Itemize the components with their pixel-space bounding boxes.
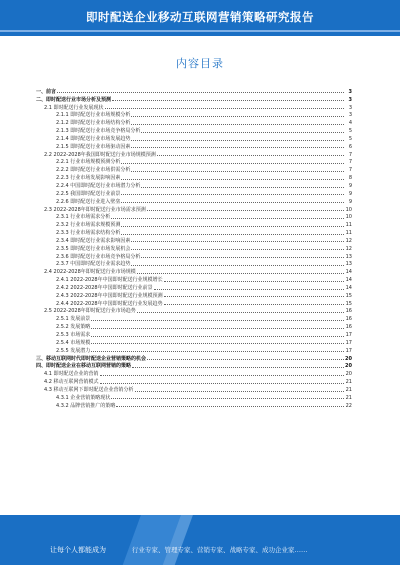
toc-heading: 内容目录 bbox=[176, 57, 224, 70]
toc-entry-label: 三、移动互联网时代即时配送企业营销策略的机会 bbox=[36, 355, 147, 362]
toc-entry-page: 16 bbox=[345, 308, 352, 315]
toc-entry[interactable] bbox=[36, 362, 352, 370]
toc-leader-dots bbox=[91, 319, 344, 321]
toc-entry-page: 9 bbox=[348, 190, 352, 197]
toc-leader-dots bbox=[131, 240, 344, 242]
toc-entry-label: 2.5.1 发展前景 bbox=[36, 316, 90, 322]
report-footer bbox=[0, 515, 400, 565]
toc-entry-page: 17 bbox=[345, 347, 352, 354]
toc-entry[interactable] bbox=[36, 150, 352, 158]
toc-entry[interactable] bbox=[36, 158, 352, 166]
toc-entry-label: 2.5.5 发展潜力 bbox=[36, 348, 90, 354]
toc-entry-label: 2.2.3 行业市场发展影响因素 bbox=[36, 175, 120, 181]
toc-entry[interactable] bbox=[36, 134, 352, 142]
report-title: 即时配送企业移动互联网营销策略研究报告 bbox=[86, 10, 314, 24]
toc-leader-dots bbox=[132, 366, 344, 368]
toc-entry-label: 2.3 2022-2028年即时配送行业市场需求预测 bbox=[36, 207, 146, 213]
toc-entry-label: 2.3.4 即时配送行业需求影响因素 bbox=[36, 238, 130, 244]
toc-leader-dots bbox=[164, 303, 344, 305]
toc-leader-dots bbox=[121, 178, 344, 180]
toc-leader-dots bbox=[137, 272, 344, 274]
toc-entry-page: 16 bbox=[345, 316, 352, 323]
toc-entry[interactable] bbox=[36, 181, 352, 189]
toc-entry-label: 2.3.6 即时配送行业市场竞争格局分析 bbox=[36, 254, 140, 260]
toc-entry-page: 9 bbox=[348, 182, 352, 189]
toc-entry-label: 2.5.2 发展策略 bbox=[36, 324, 90, 330]
toc-entry-label: 2.5.4 市场规模 bbox=[36, 340, 90, 346]
toc-leader-dots bbox=[131, 139, 344, 141]
toc-entry[interactable] bbox=[36, 244, 352, 252]
toc-entry-page: 17 bbox=[345, 339, 352, 346]
toc-entry-label: 2.1.5 即时配送行业市场驱动因素 bbox=[36, 144, 130, 150]
toc-entry-page: 3 bbox=[348, 96, 352, 103]
toc-entry-label: 二、即时配送行业市场分析及预测 bbox=[36, 96, 112, 103]
toc-entry[interactable] bbox=[36, 111, 352, 119]
toc-entry-page: 14 bbox=[345, 284, 352, 291]
toc-entry[interactable] bbox=[36, 377, 352, 385]
toc-entry[interactable] bbox=[36, 338, 352, 346]
toc-leader-dots bbox=[164, 295, 344, 297]
toc-entry-label: 2.1 即时配送行业发展现状 bbox=[36, 105, 104, 111]
toc-entry[interactable] bbox=[36, 205, 352, 213]
toc-leader-dots bbox=[141, 256, 344, 258]
toc-entry-label: 2.2.5 我国即时配送行业前景 bbox=[36, 191, 120, 197]
toc-entry-page: 20 bbox=[345, 363, 352, 370]
toc-entry[interactable] bbox=[36, 213, 352, 221]
toc-entry-page: 10 bbox=[345, 206, 352, 213]
toc-leader-dots bbox=[121, 193, 344, 195]
toc-leader-dots bbox=[91, 342, 344, 344]
toc-entry-page: 13 bbox=[345, 253, 352, 260]
toc-entry-page: 5 bbox=[348, 128, 352, 135]
toc-entry-label: 2.3.5 即时配送行业市场发展机会 bbox=[36, 246, 130, 252]
toc-entry-page: 10 bbox=[345, 214, 352, 221]
toc-entry-page: 16 bbox=[345, 324, 352, 331]
toc-entry[interactable] bbox=[36, 197, 352, 205]
toc-entry[interactable] bbox=[36, 291, 352, 299]
toc-leader-dots bbox=[105, 107, 344, 109]
toc-leader-dots bbox=[100, 382, 344, 384]
toc-entry-page: 17 bbox=[345, 332, 352, 338]
toc-entry-label: 四、即时配送企业在移动互联网营销的策略 bbox=[36, 363, 132, 370]
toc-entry[interactable] bbox=[36, 283, 352, 291]
toc-entry[interactable] bbox=[36, 236, 352, 244]
toc-entry-label: 2.5.3 市场需求 bbox=[36, 332, 90, 338]
toc-entry[interactable] bbox=[36, 299, 352, 307]
footer-tags: 行业专家、管理专家、营销专家、战略专家、成功企业家…… bbox=[132, 546, 308, 554]
footer-slogan: 让每个人都能成为 bbox=[50, 546, 106, 554]
toc-leader-dots bbox=[121, 233, 344, 235]
toc-entry[interactable] bbox=[36, 118, 352, 126]
toc-leader-dots bbox=[137, 311, 344, 313]
toc-leader-dots bbox=[164, 280, 344, 282]
toc-leader-dots bbox=[57, 91, 344, 93]
toc-entry-label: 2.3.1 行业市场需求分析 bbox=[36, 214, 110, 220]
toc-entry-label: 2.4.3 2022-2028年中国即时配送行业规模预测 bbox=[36, 293, 163, 299]
toc-leader-dots bbox=[91, 350, 344, 352]
toc-leader-dots bbox=[141, 186, 344, 188]
toc-entry-page: 20 bbox=[345, 371, 352, 378]
toc-entry[interactable] bbox=[36, 346, 352, 354]
toc-entry-page: 9 bbox=[348, 198, 352, 205]
toc-leader-dots bbox=[91, 335, 344, 337]
toc-entry-label: 2.4.4 2022-2028年中国即时配送行业发展趋势 bbox=[36, 301, 163, 307]
toc-entry[interactable] bbox=[36, 95, 352, 103]
toc-entry-label: 2.5 2022-2028年即时配送行业市场趋势 bbox=[36, 308, 136, 314]
toc-entry[interactable] bbox=[36, 322, 352, 330]
toc-leader-dots bbox=[116, 405, 344, 407]
toc-entry-page: 3 bbox=[348, 112, 352, 119]
toc-entry[interactable] bbox=[36, 220, 352, 228]
report-header bbox=[0, 0, 400, 36]
toc-entry[interactable] bbox=[36, 330, 352, 338]
toc-entry-label: 2.4 2022-2028年即时配送行业市场规模 bbox=[36, 269, 136, 275]
toc-leader-dots bbox=[147, 358, 344, 360]
toc-entry[interactable] bbox=[36, 314, 352, 322]
toc-leader-dots bbox=[131, 248, 344, 250]
toc-entry-page: 21 bbox=[345, 386, 352, 393]
toc-entry[interactable] bbox=[36, 260, 352, 268]
toc-entry[interactable] bbox=[36, 401, 352, 409]
toc-entry-page: 21 bbox=[345, 379, 352, 386]
toc-entry-label: 2.1.4 即时配送行业市场发展趋势 bbox=[36, 136, 130, 142]
toc-entry-page: 22 bbox=[345, 402, 352, 409]
toc-entry-page: 11 bbox=[345, 230, 352, 237]
toc-leader-dots bbox=[91, 327, 344, 329]
toc-entry[interactable] bbox=[36, 173, 352, 181]
toc-entry[interactable] bbox=[36, 142, 352, 150]
toc-leader-dots bbox=[154, 288, 344, 290]
toc-entry-label: 一、前言 bbox=[36, 88, 57, 95]
toc-entry-label: 4.3.2 品牌营销推广的策略 bbox=[36, 403, 115, 409]
toc-entry[interactable] bbox=[36, 307, 352, 315]
toc-entry-label: 2.2.6 即时配送行业进入壁垒 bbox=[36, 199, 120, 205]
toc-leader-dots bbox=[131, 115, 344, 117]
toc-entry[interactable] bbox=[36, 393, 352, 401]
header-divider bbox=[0, 30, 400, 32]
toc-leader-dots bbox=[131, 146, 344, 148]
table-of-contents bbox=[36, 87, 352, 409]
toc-entry-page: 3 bbox=[348, 88, 352, 95]
toc-entry[interactable] bbox=[36, 165, 352, 173]
toc-entry-page: 14 bbox=[345, 277, 352, 284]
toc-entry-page: 3 bbox=[348, 104, 352, 111]
toc-leader-dots bbox=[100, 374, 344, 376]
toc-entry-label: 2.2.2 即时配送行业市场供需分析 bbox=[36, 167, 130, 173]
toc-entry[interactable] bbox=[36, 275, 352, 283]
toc-entry[interactable] bbox=[36, 228, 352, 236]
toc-entry-page: 15 bbox=[345, 300, 352, 307]
toc-entry-page: 13 bbox=[345, 261, 352, 268]
toc-entry-page: 7 bbox=[348, 167, 352, 174]
toc-leader-dots bbox=[131, 170, 344, 172]
toc-entry-page: 6 bbox=[348, 143, 352, 150]
toc-entry[interactable] bbox=[36, 103, 352, 111]
toc-entry-page: 11 bbox=[345, 222, 352, 229]
toc-leader-dots bbox=[121, 162, 344, 164]
toc-leader-dots bbox=[112, 99, 344, 101]
toc-leader-dots bbox=[141, 131, 344, 133]
toc-leader-dots bbox=[147, 209, 344, 211]
toc-entry[interactable] bbox=[36, 354, 352, 362]
toc-entry-page: 14 bbox=[345, 269, 352, 276]
toc-entry-label: 2.3.2 行业市场需求规模预测 bbox=[36, 222, 120, 228]
toc-entry[interactable] bbox=[36, 267, 352, 275]
toc-entry-label: 4.3 移动互联网下即时配送企业营销分析 bbox=[36, 387, 134, 393]
toc-entry-label: 4.2 移动互联网营销模式 bbox=[36, 379, 99, 385]
toc-entry-label: 2.3.7 中国即时配送行业需求趋势 bbox=[36, 261, 130, 267]
toc-entry[interactable] bbox=[36, 189, 352, 197]
toc-entry-label: 4.3.1 企业营销策略现状 bbox=[36, 395, 110, 401]
toc-leader-dots bbox=[111, 397, 344, 399]
toc-entry-label: 4.1 即时配送企业的营销 bbox=[36, 371, 99, 377]
toc-entry-label: 2.1.1 即时配送行业市场规模分析 bbox=[36, 112, 130, 118]
toc-entry-page: 7 bbox=[348, 151, 352, 158]
toc-entry-label: 2.4.1 2022-2028年中国即时配送行业规模增长 bbox=[36, 277, 163, 283]
toc-entry[interactable] bbox=[36, 369, 352, 377]
toc-leader-dots bbox=[131, 123, 344, 125]
toc-leader-dots bbox=[157, 154, 344, 156]
toc-leader-dots bbox=[121, 225, 344, 227]
toc-leader-dots bbox=[135, 390, 344, 392]
toc-entry-page: 4 bbox=[348, 120, 352, 127]
toc-entry[interactable] bbox=[36, 126, 352, 134]
toc-entry-page: 8 bbox=[348, 175, 352, 182]
toc-entry-page: 12 bbox=[345, 245, 352, 252]
toc-entry-label: 2.3.3 行业市场需求结构分析 bbox=[36, 230, 120, 236]
toc-leader-dots bbox=[121, 201, 344, 203]
toc-entry[interactable] bbox=[36, 385, 352, 393]
toc-entry[interactable] bbox=[36, 252, 352, 260]
toc-entry-page: 21 bbox=[345, 394, 352, 401]
toc-entry-label: 2.2 2022-2028年我国即时配送行业市场规模预测 bbox=[36, 152, 156, 158]
toc-entry-label: 2.2.1 行业市场规模预测分析 bbox=[36, 159, 120, 165]
toc-leader-dots bbox=[131, 264, 344, 266]
toc-leader-dots bbox=[111, 217, 344, 219]
toc-entry-page: 20 bbox=[345, 355, 352, 362]
toc-entry-label: 2.1.2 即时配送行业市场结构分析 bbox=[36, 120, 130, 126]
toc-entry-page: 7 bbox=[348, 159, 352, 166]
footer-background bbox=[0, 515, 400, 565]
toc-entry-label: 2.4.2 2022-2028年中国即时配送行业前景 bbox=[36, 285, 153, 291]
toc-entry[interactable] bbox=[36, 87, 352, 95]
toc-entry-label: 2.2.4 中国即时配送行业市场潜力分析 bbox=[36, 183, 140, 189]
toc-entry-page: 5 bbox=[348, 135, 352, 142]
toc-entry-page: 12 bbox=[345, 237, 352, 244]
toc-entry-page: 15 bbox=[345, 292, 352, 299]
toc-entry-label: 2.1.3 即时配送行业市场竞争格局分析 bbox=[36, 128, 140, 134]
